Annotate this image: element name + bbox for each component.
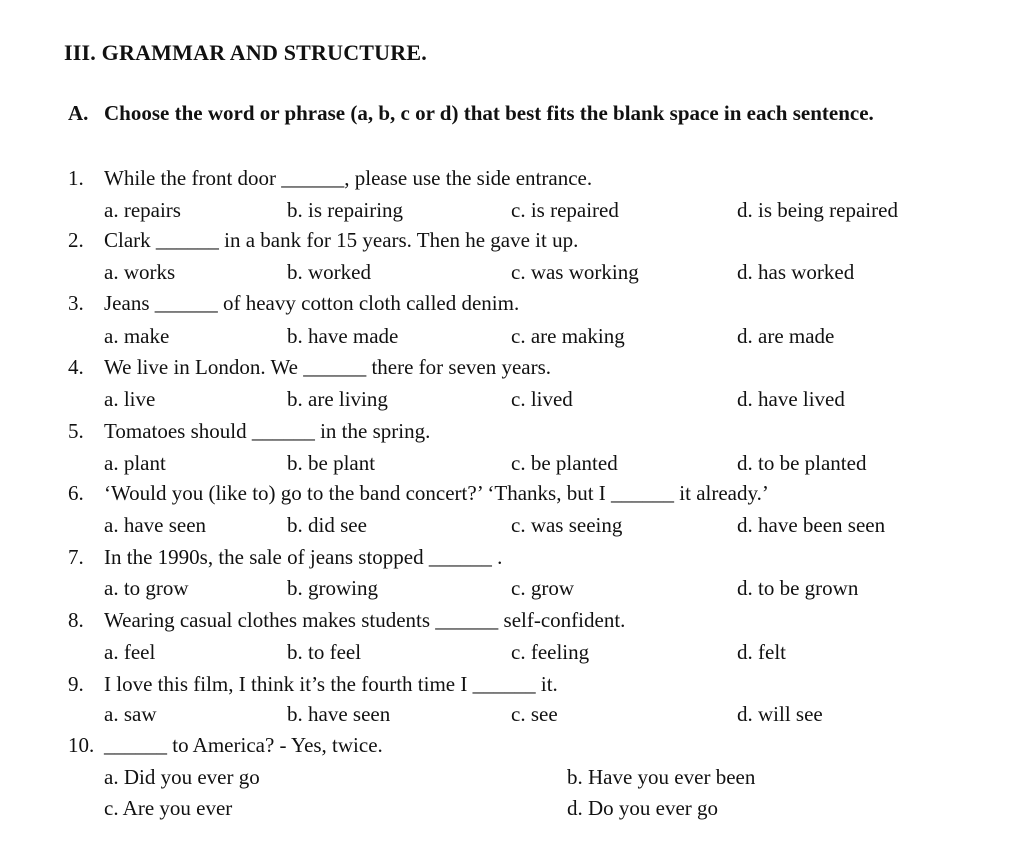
question-text: ‘Would you (like to) go to the band concert?’ ‘Thanks, but I ______ it already.’ [104,481,769,505]
question-number: 9. [68,672,84,696]
option-c: c. was seeing [511,513,623,537]
option-a: a. repairs [104,198,181,222]
option-b: b. to feel [287,640,362,664]
option-d: d. have been seen [737,513,886,537]
question-9 [68,672,558,696]
question-3 [68,291,519,315]
question-8 [68,608,625,632]
part-a-instruction [68,101,874,126]
question-number: 6. [68,481,84,505]
question-number: 10. [68,733,95,757]
question-text: Clark ______ in a bank for 15 years. Then he gave it up. [104,228,579,252]
option-a: a. live [104,387,156,411]
question-text: I love this film, I think it’s the fourth time I ______ it. [104,672,558,696]
part-a-instruction-text: Choose the word or phrase (a, b, c or d) that best fits the blank space in each sentence. [104,101,874,125]
option-b: b. worked [287,260,371,284]
question-number: 4. [68,355,84,379]
option-b: b. have made [287,324,399,348]
question-text: We live in London. We ______ there for seven years. [104,355,552,379]
option-a: a. feel [104,640,156,664]
option-c: c. was working [511,260,639,284]
question-text: While the front door ______, please use the side entrance. [104,166,593,190]
question-1 [68,166,592,190]
option-d: d. will see [737,702,823,726]
question-5 [68,419,430,443]
option-d: d. has worked [737,260,855,284]
option-a: a. plant [104,451,166,475]
question-number: 5. [68,419,84,443]
option-a: a. Did you ever go [104,765,260,789]
option-b: b. are living [287,387,388,411]
question-text: Tomatoes should ______ in the spring. [104,419,431,443]
option-a: a. works [104,260,176,284]
question-number: 2. [68,228,84,252]
option-b: b. have seen [287,702,391,726]
option-a: a. saw [104,702,157,726]
option-c: c. see [511,702,558,726]
question-6 [68,481,769,505]
question-2 [68,228,578,252]
section-title: III. GRAMMAR AND STRUCTURE. [64,40,427,65]
question-number: 3. [68,291,84,315]
option-c: c. grow [511,576,574,600]
question-number: 7. [68,545,84,569]
option-d: d. felt [737,640,786,664]
question-7 [68,545,502,569]
option-b: b. is repairing [287,198,404,222]
option-b: b. be plant [287,451,376,475]
question-number: 1. [68,166,84,190]
question-text: ______ to America? - Yes, twice. [104,733,383,757]
part-a-letter: A. [68,101,89,125]
option-a: a. to grow [104,576,189,600]
question-text: In the 1990s, the sale of jeans stopped ______ . [104,545,503,569]
option-d: d. Do you ever go [567,796,719,820]
option-c: c. be planted [511,451,618,475]
option-d: d. is being repaired [737,198,898,222]
question-4 [68,355,551,379]
question-number: 8. [68,608,84,632]
option-b: b. growing [287,576,378,600]
question-text: Wearing casual clothes makes students ______ self-confident. [104,608,626,632]
option-d: d. are made [737,324,835,348]
option-c: c. are making [511,324,625,348]
question-text: Jeans ______ of heavy cotton cloth called denim. [104,291,520,315]
option-c: c. lived [511,387,573,411]
option-b: b. Have you ever been [567,765,756,789]
option-b: b. did see [287,513,367,537]
question-10 [68,733,383,757]
option-c: c. is repaired [511,198,619,222]
option-c: c. Are you ever [104,796,233,820]
option-a: a. have seen [104,513,207,537]
option-a: a. make [104,324,170,348]
option-d: d. to be grown [737,576,859,600]
option-d: d. have lived [737,387,845,411]
option-c: c. feeling [511,640,590,664]
option-d: d. to be planted [737,451,867,475]
